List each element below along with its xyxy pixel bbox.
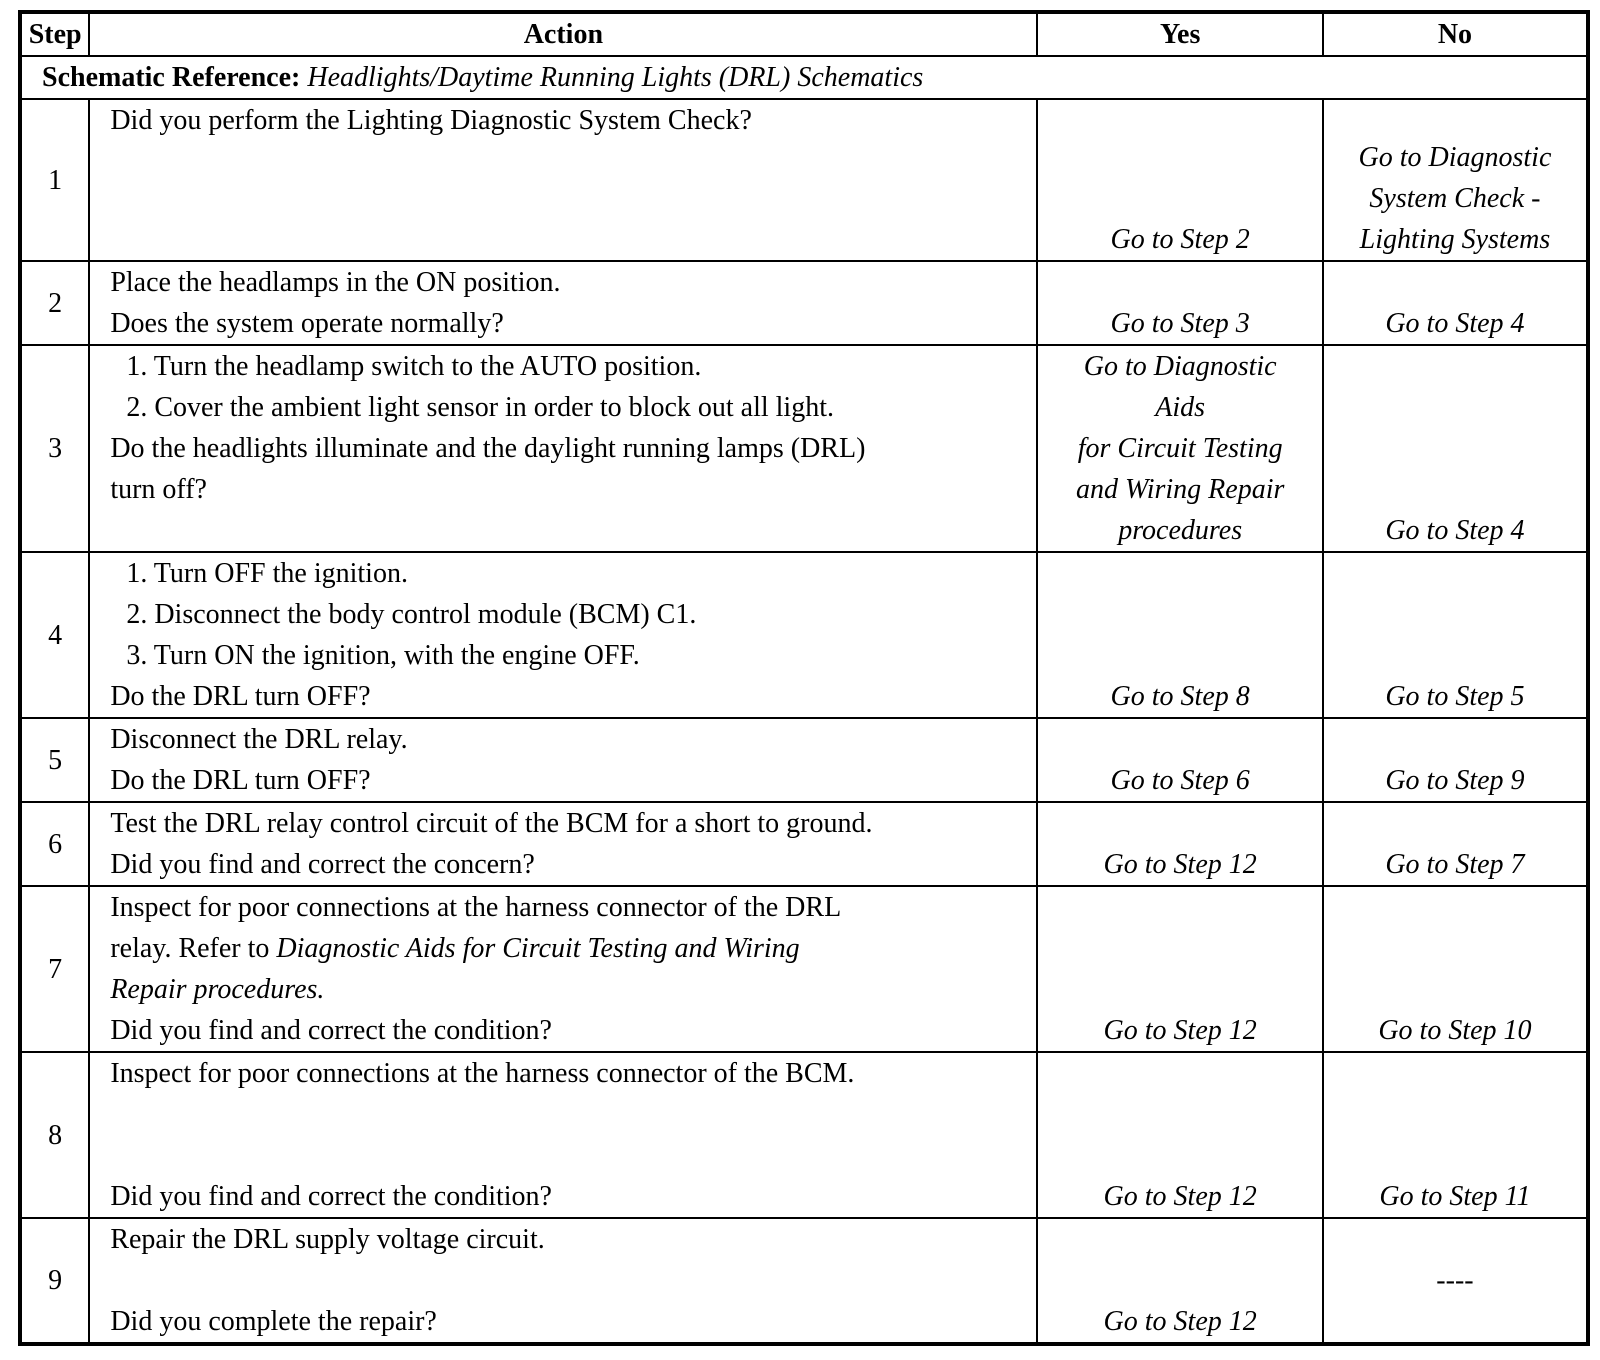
step-number: 2: [20, 261, 89, 345]
no-result: Go to Step 11: [1323, 1052, 1588, 1218]
yes-result: Go to Step 12: [1037, 1218, 1322, 1344]
action-text: Place the headlamps in the ON position.: [110, 267, 561, 298]
header-action: Action: [89, 12, 1037, 56]
schematic-reference-label: Schematic Reference:: [42, 62, 301, 93]
diagnostic-table: [18, 10, 1590, 1346]
yes-result: Go to Step 12: [1037, 886, 1322, 1052]
step-number: 1: [20, 99, 89, 261]
no-result: Go to Step 4: [1323, 345, 1588, 552]
header-step: Step: [20, 12, 89, 56]
action-text: Inspect for poor connections at the harness connector of the BCM.: [110, 1058, 855, 1089]
step-number: 6: [20, 802, 89, 886]
header-yes: Yes: [1037, 12, 1322, 56]
action-text: Disconnect the DRL relay.: [110, 724, 408, 755]
yes-result-line: Go to Diagnostic: [1083, 351, 1277, 382]
action-substep: 3. Turn ON the ignition, with the engine OFF.: [126, 640, 640, 671]
action-substep: 2. Disconnect the body control module (BCM) C1.: [126, 599, 697, 630]
action-question: Did you find and correct the concern?: [110, 849, 535, 880]
table-row: [20, 345, 1588, 552]
action-text: Repair the DRL supply voltage circuit.: [110, 1224, 545, 1255]
action-cell: [89, 886, 1037, 1052]
step-number: 4: [20, 552, 89, 718]
header-row: [20, 12, 1588, 56]
action-question: Does the system operate normally?: [110, 308, 504, 339]
step-number: 8: [20, 1052, 89, 1218]
yes-result: Go to Step 3: [1037, 261, 1322, 345]
yes-result: Go to Step 12: [1037, 1052, 1322, 1218]
no-result: Go to Step 5: [1323, 552, 1588, 718]
no-result: ----: [1323, 1218, 1588, 1344]
yes-result-line: for Circuit Testing: [1077, 433, 1283, 464]
action-question: Do the DRL turn OFF?: [110, 765, 371, 796]
step-number: 3: [20, 345, 89, 552]
step-number: 5: [20, 718, 89, 802]
yes-result-line: Aids: [1155, 392, 1206, 423]
header-no: No: [1323, 12, 1588, 56]
step-number: 9: [20, 1218, 89, 1344]
action-text: Test the DRL relay control circuit of the BCM for a short to ground.: [110, 808, 873, 839]
table-row: [20, 886, 1588, 1052]
yes-result: Go to Step 6: [1037, 718, 1322, 802]
table-row: [20, 99, 1588, 261]
action-question: Did you find and correct the condition?: [110, 1015, 552, 1046]
no-result-line: Lighting Systems: [1359, 224, 1551, 255]
action-text: Inspect for poor connections at the harness connector of the DRL: [110, 892, 842, 923]
action-cell: [89, 1218, 1037, 1344]
action-cell: [89, 718, 1037, 802]
schematic-reference-row: [20, 56, 1588, 99]
action-text-plain: relay. Refer to: [110, 933, 277, 964]
yes-result-line: procedures: [1118, 515, 1243, 546]
action-substep: 1. Turn OFF the ignition.: [126, 558, 408, 589]
diagnostic-document: [18, 10, 1590, 1346]
yes-result: Go to Step 8: [1037, 552, 1322, 718]
action-question: turn off?: [110, 474, 207, 505]
yes-result: [1037, 345, 1322, 552]
diagnostic-aids-reference: Repair procedures.: [110, 974, 325, 1005]
schematic-reference-link: Headlights/Daytime Running Lights (DRL) Schematics: [307, 62, 924, 93]
yes-result: Go to Step 2: [1037, 99, 1322, 261]
no-result-line: System Check -: [1369, 183, 1541, 214]
action-cell: [89, 1052, 1037, 1218]
no-result: [1323, 99, 1588, 261]
action-question: Did you complete the repair?: [110, 1306, 437, 1337]
action-cell: [89, 261, 1037, 345]
step-number: 7: [20, 886, 89, 1052]
table-row: [20, 1052, 1588, 1218]
action-cell: [89, 345, 1037, 552]
yes-result: Go to Step 12: [1037, 802, 1322, 886]
action-text-line: [110, 928, 1032, 969]
no-result: Go to Step 9: [1323, 718, 1588, 802]
no-result: Go to Step 10: [1323, 886, 1588, 1052]
table-row: [20, 552, 1588, 718]
table-row: [20, 261, 1588, 345]
yes-result-line: and Wiring Repair: [1075, 474, 1285, 505]
action-cell: [89, 99, 1037, 261]
action-text: Did you perform the Lighting Diagnostic System Check?: [110, 105, 752, 136]
table-row: [20, 1218, 1588, 1344]
action-cell: [89, 552, 1037, 718]
table-row: [20, 802, 1588, 886]
no-result-line: Go to Diagnostic: [1358, 142, 1552, 173]
no-result: Go to Step 4: [1323, 261, 1588, 345]
action-question: Do the DRL turn OFF?: [110, 681, 371, 712]
action-substep: 2. Cover the ambient light sensor in order to block out all light.: [126, 392, 834, 423]
action-cell: [89, 802, 1037, 886]
action-question: Did you find and correct the condition?: [110, 1181, 552, 1212]
table-row: [20, 718, 1588, 802]
no-result: Go to Step 7: [1323, 802, 1588, 886]
diagnostic-aids-reference: Diagnostic Aids for Circuit Testing and Wiring: [276, 933, 800, 964]
schematic-reference: [20, 56, 1588, 99]
action-substep: 1. Turn the headlamp switch to the AUTO position.: [126, 351, 702, 382]
action-question: Do the headlights illuminate and the daylight running lamps (DRL): [110, 433, 866, 464]
